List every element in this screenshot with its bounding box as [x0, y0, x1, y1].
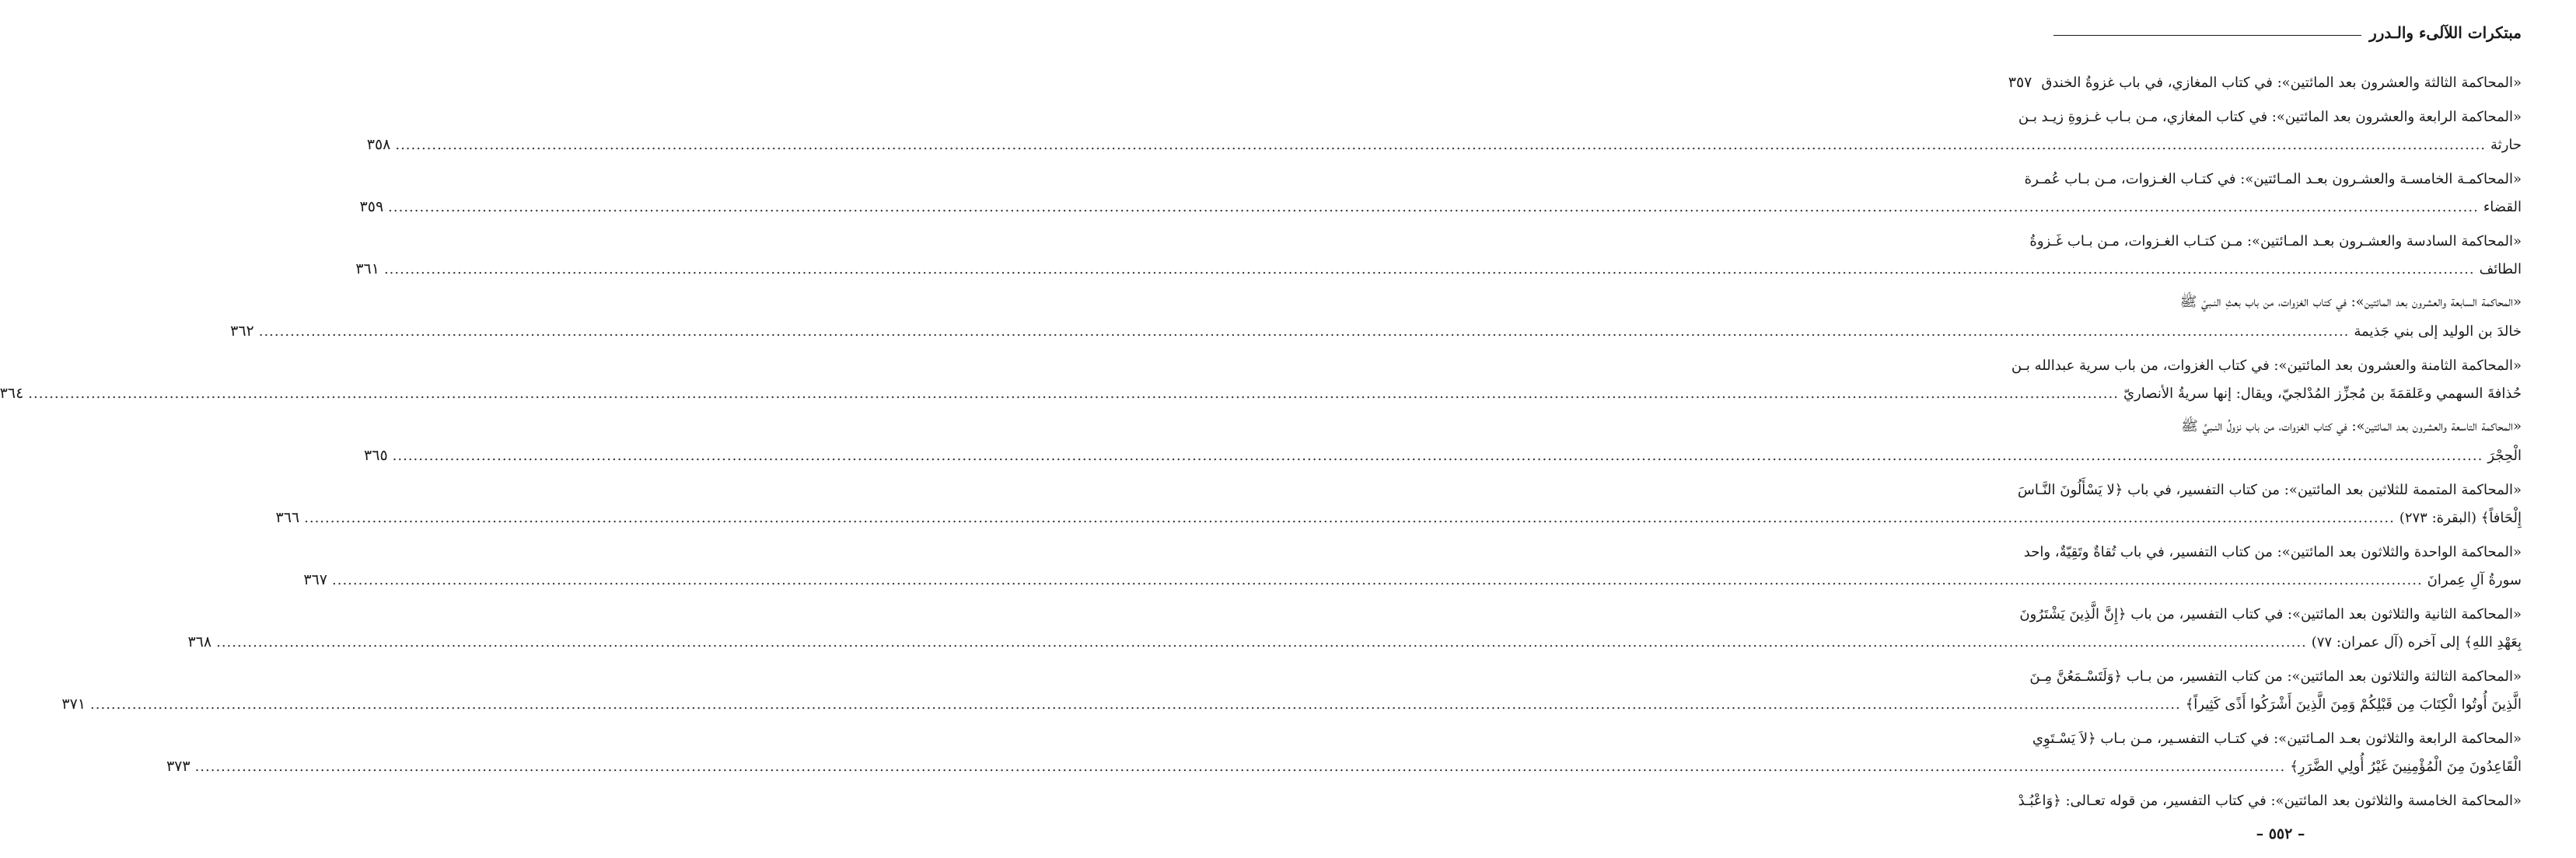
- running-header: [2053, 23, 2522, 42]
- toc-entry-line: «المحاكمة الخامسة والثلاثون بعد المائتين»: في كتاب التفسير، من قوله تعـالى: ﴿وَاعْبُـدْ: [2018, 792, 2522, 809]
- dot-leader: ................................................................................................................................................................................................................................................................................................................................................................................................................: [258, 323, 2350, 340]
- header-title: مبتكرات اللآلىء والـدرر: [2369, 23, 2522, 42]
- toc-entry-text: الْقَاعِدُونَ مِنَ الْمُؤْمِنِينَ غَيْرُ أُولِي الضَّرَرِ﴾: [2290, 758, 2522, 775]
- toc-entry-line: «المحاكمة المتممة للثلاثين بعد المائتين»: من كتاب التفسير، في باب ﴿لا يَسْأَلُونَ النَّـاسَ: [2017, 481, 2522, 498]
- header-rule: [2053, 35, 2361, 36]
- toc-entry-last-line: [359, 193, 2522, 221]
- toc-entry-line: «المحاكمة الثامنة والعشرون بعد المائتين»: في كتاب الغزوات، من باب سرية عبدالله بـن: [2011, 357, 2522, 374]
- toc-entry-text: إِلْحَافاً﴾ (البقرة: ٢٧٣): [2399, 509, 2522, 526]
- page-number: – ٥٥٢ –: [2256, 825, 2305, 842]
- toc-entry: [275, 476, 2522, 532]
- toc-entry: [230, 289, 2522, 345]
- toc-page-number: ٣٧٣: [166, 758, 190, 775]
- toc-entry-line: «المحاكمـة الخامسـة والعشـرون بعـد المـائتين»: في كتـاب الغـزوات، مـن بـاب عُمـرة: [2024, 170, 2522, 187]
- toc-entry-text: الْحِجْرَ: [2487, 447, 2522, 464]
- toc-entry: [366, 103, 2522, 159]
- toc-entry-last-line: [2008, 68, 2522, 96]
- dot-leader: ................................................................................................................................................................................................................................................................................................................................................................................................................: [194, 758, 2286, 775]
- toc-entry-text: حارثة: [2490, 136, 2522, 153]
- toc-page-number: ٣٦٤: [0, 385, 24, 402]
- toc-entry: [359, 165, 2522, 221]
- toc-entry-text: الطائف: [2479, 260, 2522, 277]
- toc-entry: [2018, 786, 2522, 814]
- dot-leader: ................................................................................................................................................................................................................................................................................................................................................................................................................: [28, 385, 2119, 402]
- dot-leader: ................................................................................................................................................................................................................................................................................................................................................................................................................: [90, 696, 2181, 713]
- toc-entry-line: «المحاكمة الرابعة والعشرون بعد المائتين»: في كتاب المغازي، مـن بـاب غـزوةِ زيـد بـن: [2018, 108, 2522, 125]
- dot-leader: ................................................................................................................................................................................................................................................................................................................................................................................................................: [395, 136, 2487, 153]
- toc-entry: [355, 227, 2522, 283]
- dot-leader: ................................................................................................................................................................................................................................................................................................................................................................................................................: [388, 198, 2479, 215]
- toc-entry-line: «المحاكمة الثانية والثلاثون بعد المائتين»: في كتاب التفسير، من باب ﴿إِنَّ الَّذِينَ يَشْتَرُونَ: [2019, 605, 2522, 623]
- toc-page-number: ٣٥٩: [359, 198, 384, 215]
- toc-entry-last-line: [364, 441, 2522, 469]
- toc-entry-line: «المحاكمة الواحدة والثلاثون بعد المائتين»: من كتاب التفسير، في باب تُقاةٌ وتَقِيّةٌ، واحد: [2023, 543, 2522, 560]
- toc-entry: [0, 351, 2522, 407]
- toc-entry-line: «المحاكمة الرابعة والثلاثون بعـد المـائتين»: في كتـاب التفسـير، مـن بـاب ﴿لاَ يَسْـتَوِي: [2032, 730, 2522, 747]
- toc-entry-last-line: [275, 504, 2522, 532]
- table-of-contents: [0, 68, 2522, 821]
- toc-entry-text: القضاء: [2483, 198, 2522, 215]
- toc-entry-last-line: [303, 566, 2522, 594]
- toc-entry-line: «المحاكمة السابعة والعشرون بعد المائتين»: في كتاب الغزوات، من باب بعثِ النـبيّ ﷺ: [2179, 294, 2522, 310]
- toc-entry-text: سورةُ آلِ عِمرانَ: [2427, 571, 2522, 588]
- toc-page-number: ٣٥٨: [366, 136, 391, 153]
- toc-entry-line: «المحاكمة التاسعة والعشرون بعد المائتين»: في كتاب الغزوات، من باب نزولُ النـبيِّ ﷺ: [2181, 418, 2522, 434]
- dot-leader: ................................................................................................................................................................................................................................................................................................................................................................................................................: [216, 633, 2307, 650]
- toc-page-number: ٣٥٧: [2008, 74, 2032, 91]
- dot-leader: ................................................................................................................................................................................................................................................................................................................................................................................................................: [392, 447, 2483, 464]
- toc-page-number: ٣٦٨: [187, 633, 212, 650]
- toc-entry-last-line: [0, 379, 2522, 407]
- toc-page-number: ٣٦٧: [303, 571, 327, 588]
- toc-entry: [364, 413, 2522, 469]
- toc-entry-text: حُذافةَ السهمي وعَلقمَةَ بن مُجزِّز المُدْلجيّ، ويقال: إنها سريةُ الأنصاريّ: [2123, 385, 2522, 402]
- toc-entry: [303, 538, 2522, 594]
- toc-entry-text: الَّذِينَ أُوتُوا الْكِتَابَ مِن قَبْلِكُمْ وَمِنَ الَّذِينَ أَشْرَكُوا أَذًى كَثِيراً﴾: [2185, 696, 2522, 713]
- dot-leader: ................................................................................................................................................................................................................................................................................................................................................................................................................: [304, 509, 2395, 526]
- toc-page-number: ٣٦١: [355, 260, 379, 277]
- toc-entry-text: بِعَهْدِ اللهِ﴾ إلى آخره (آل عمران: ٧٧): [2311, 633, 2522, 650]
- toc-page-number: ٣٧١: [61, 696, 86, 713]
- toc-entry-last-line: [230, 317, 2522, 345]
- toc-entry-line: «المحاكمة السادسة والعشـرون بعـد المـائتين»: مـن كتـاب الغـزوات، مـن بـاب غَـزوةُ: [2029, 232, 2522, 249]
- dot-leader: ................................................................................................................................................................................................................................................................................................................................................................................................................: [332, 571, 2423, 588]
- toc-entry-last-line: [366, 131, 2522, 159]
- toc-entry-last-line: [166, 752, 2522, 780]
- toc-entry-last-line: [61, 690, 2522, 718]
- toc-page-number: ٣٦٦: [275, 509, 300, 526]
- toc-entry-text: «المحاكمة الثالثة والعشرون بعد المائتين»: في كتاب المغازي، في باب غزوةُ الخندق: [2041, 74, 2522, 91]
- dot-leader: ................................................................................................................................................................................................................................................................................................................................................................................................................: [383, 260, 2475, 277]
- toc-entry: [187, 600, 2522, 656]
- toc-page-number: ٣٦٢: [230, 323, 254, 340]
- toc-entry-line: «المحاكمة الثالثة والثلاثون بعد المائتين»: من كتاب التفسير، من بـاب ﴿وَلَتَسْـمَعُنَّ مِـنَ: [2029, 668, 2522, 685]
- toc-entry: [61, 662, 2522, 718]
- toc-entry-last-line: [355, 255, 2522, 283]
- toc-entry: [166, 724, 2522, 780]
- toc-entry: [2008, 68, 2522, 96]
- toc-page-number: ٣٦٥: [364, 447, 388, 464]
- toc-entry-last-line: [187, 628, 2522, 656]
- toc-entry-text: خالدَ بن الوليد إلى بني جَذيمة: [2354, 323, 2522, 340]
